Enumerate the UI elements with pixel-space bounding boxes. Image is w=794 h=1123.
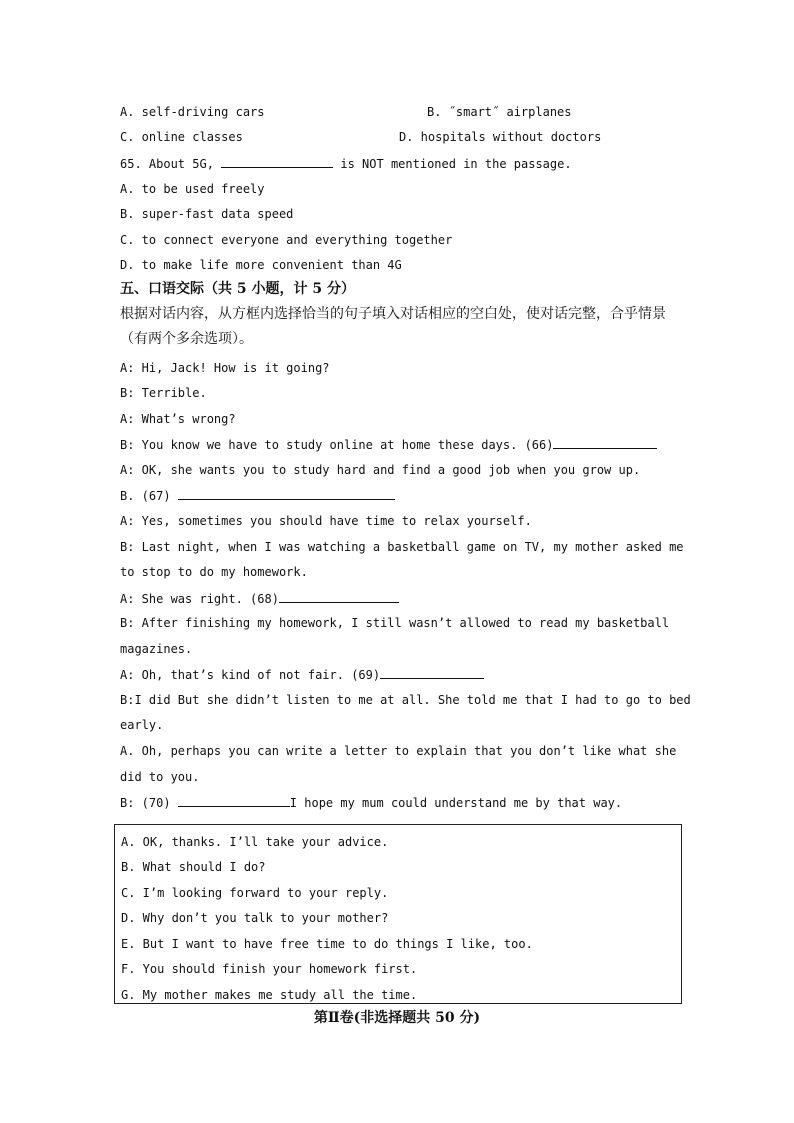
dialogue-text: B. (67) — [120, 489, 178, 503]
blank-70[interactable] — [178, 794, 290, 807]
dialogue-line: early. — [120, 718, 164, 732]
dialogue-text: I hope my mum could understand me by that way. — [289, 796, 623, 810]
dialogue-text: A: She was right. (68) — [120, 592, 279, 606]
choice-item: G. My mother makes me study all the time. — [121, 988, 418, 1002]
choice-item: D. Why don’t you talk to your mother? — [121, 911, 389, 925]
part2-title: 第Ⅱ卷(非选择题共 50 分) — [313, 1010, 481, 1026]
q64-option-b: B. ˝smart˝ airplanes — [427, 105, 572, 119]
dialogue-line-67 — [120, 487, 395, 504]
dialogue-line: B: After finishing my homework, I still wasn’t allowed to read my basketball — [120, 616, 670, 630]
dialogue-line: to stop to do my homework. — [120, 565, 308, 579]
blank-66[interactable] — [553, 436, 657, 449]
dialogue-line: B: Last night, when I was watching a basketball game on TV, my mother asked me — [120, 540, 684, 554]
dialogue-line-70 — [120, 794, 622, 811]
dialogue-line: B: Terrible. — [120, 386, 207, 400]
dialogue-line: did to you. — [120, 770, 200, 784]
q65-stem — [120, 155, 572, 172]
dialogue-line: magazines. — [120, 642, 193, 656]
dialogue-line: A: Hi, Jack! How is it going? — [120, 361, 330, 375]
section-title: 五、口语交际（共 5 小题，计 5 分） — [120, 281, 355, 297]
q64-option-d: D. hospitals without doctors — [399, 130, 602, 144]
q64-option-c: C. online classes — [120, 130, 243, 144]
choice-item: B. What should I do? — [121, 860, 266, 874]
section-instruction-2: （有两个多余选项）。 — [120, 331, 253, 347]
dialogue-text: B: (70) — [120, 796, 178, 810]
choice-item: C. I’m looking forward to your reply. — [121, 886, 389, 900]
dialogue-text: A: Oh, that’s kind of not fair. (69) — [120, 668, 381, 682]
q65-stem-pre: 65. About 5G, — [120, 157, 222, 171]
dialogue-line: B:I did But she didn’t listen to me at all. She told me that I had to go to bed — [120, 693, 691, 707]
blank-67[interactable] — [178, 487, 395, 500]
blank-68[interactable] — [279, 590, 399, 603]
blank-69[interactable] — [380, 666, 484, 679]
dialogue-line-69 — [120, 666, 484, 683]
dialogue-line-66 — [120, 436, 657, 453]
section-instruction-1: 根据对话内容，从方框内选择恰当的句子填入对话相应的空白处，使对话完整，合乎情景 — [120, 306, 666, 322]
q65-option-b: B. super-fast data speed — [120, 207, 294, 221]
choice-item: F. You should finish your homework first. — [121, 962, 418, 976]
dialogue-line: A: What’s wrong? — [120, 412, 236, 426]
dialogue-line: A: OK, she wants you to study hard and find a good job when you grow up. — [120, 463, 641, 477]
choice-item: A. OK, thanks. I’ll take your advice. — [121, 835, 389, 849]
q65-blank[interactable] — [221, 155, 333, 168]
q64-option-a: A. self-driving cars — [120, 105, 265, 119]
choice-item: E. But I want to have free time to do things I like, too. — [121, 937, 533, 951]
dialogue-text: B: You know we have to study online at home these days. (66) — [120, 438, 554, 452]
q65-option-a: A. to be used freely — [120, 182, 265, 196]
dialogue-line: A: Yes, sometimes you should have time to relax yourself. — [120, 514, 532, 528]
q65-option-c: C. to connect everyone and everything together — [120, 233, 453, 247]
dialogue-line: A. Oh, perhaps you can write a letter to explain that you don’t like what she — [120, 744, 677, 758]
choices-box — [114, 824, 682, 1004]
dialogue-line-68 — [120, 590, 399, 607]
q65-option-d: D. to make life more convenient than 4G — [120, 258, 402, 272]
q65-stem-post: is NOT mentioned in the passage. — [333, 157, 572, 171]
